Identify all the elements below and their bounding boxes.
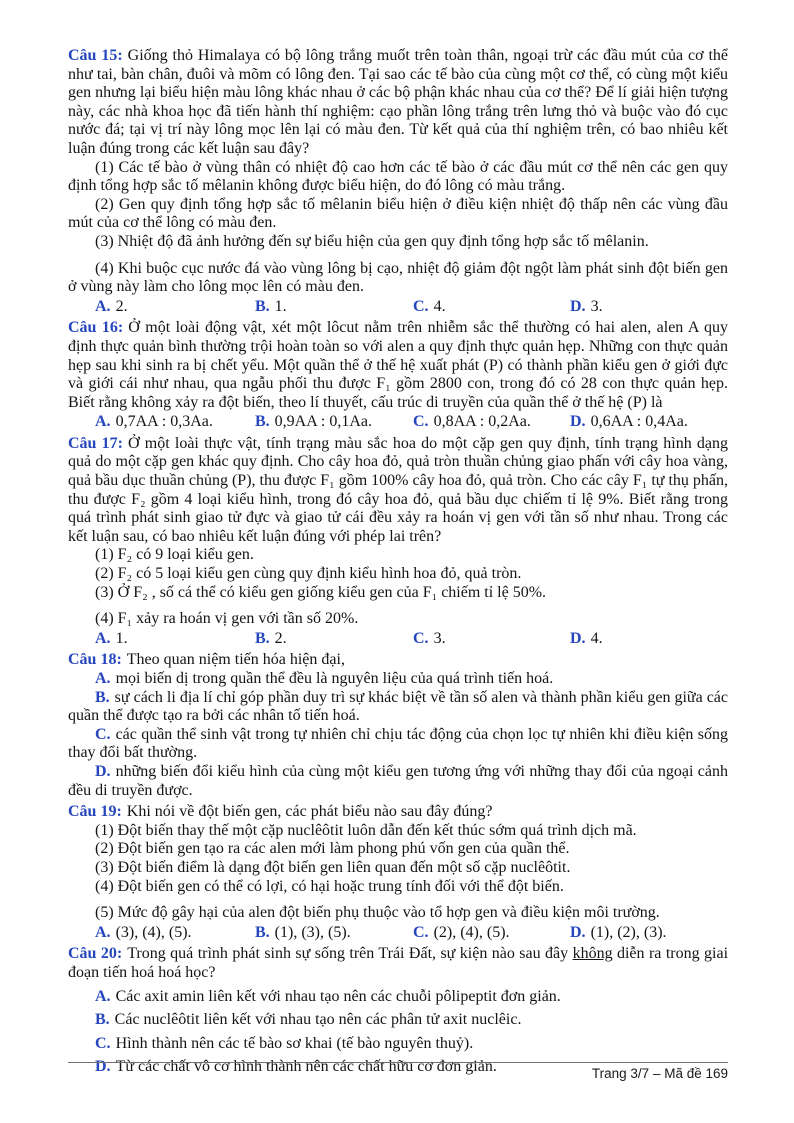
- option-c-letter: C.: [95, 1034, 111, 1052]
- statement-3: (3) Đột biến điểm là dạng đột biến gen liên quan đến một số cặp nuclêôtit.: [95, 858, 571, 876]
- question-17-options: [68, 630, 728, 649]
- option-c-text: (2), (4), (5).: [433, 923, 510, 941]
- statement-3: (3) Nhiệt độ đã ảnh hưởng đến sự biểu hiện của gen quy định tổng hợp sắc tố mêlanin.: [95, 232, 649, 250]
- option-a-letter: A.: [95, 413, 111, 431]
- option-d-letter: D.: [95, 762, 111, 780]
- option-b: [255, 413, 413, 432]
- option-d-text: những biến đổi kiểu hình của cùng một kiểu gen tương ứng với những thay đổi của ngoại cảnh đều di truyền được.: [68, 762, 728, 799]
- question-16-intro: [68, 319, 728, 412]
- option-b-text: 2.: [274, 629, 287, 647]
- option-b-letter: B.: [95, 688, 110, 706]
- statement-4: (4) Khi buộc cục nước đá vào vùng lông bị cạo, nhiệt độ giảm đột ngột làm phát sinh đột biến gen ở vùng này làm cho lông mọc lên có màu đen.: [68, 259, 728, 296]
- option-d-letter: D.: [570, 297, 586, 315]
- option-c-letter: C.: [413, 413, 429, 431]
- option-a: [68, 670, 728, 689]
- question-15-options: [68, 298, 728, 317]
- option-b-text: Các nuclêôtit liên kết với nhau tạo nên các phân tử axit nuclêic.: [114, 1011, 522, 1029]
- option-d-text: 3.: [590, 297, 603, 315]
- question-15-intro: [68, 47, 728, 159]
- option-b-text: (1), (3), (5).: [274, 923, 351, 941]
- option-c-text: các quần thể sinh vật trong tự nhiên chỉ chịu tác động của chọn lọc tự nhiên khi điều kiện sống thay đổi bất thường.: [68, 725, 728, 762]
- option-a: [95, 630, 255, 649]
- option-d-text: 4.: [590, 629, 603, 647]
- option-a-letter: A.: [95, 670, 111, 687]
- option-b: [255, 298, 413, 317]
- option-b-letter: B.: [255, 923, 270, 941]
- question-18-label: Câu 18:: [68, 651, 122, 669]
- option-b-letter: B.: [255, 297, 270, 315]
- page-content: [68, 44, 728, 1077]
- option-c-text: 3.: [433, 629, 446, 647]
- question-18-intro: [68, 651, 728, 670]
- option-c: [68, 1035, 728, 1054]
- option-d-text: 0,6AA : 0,4Aa.: [590, 413, 688, 431]
- statement-1: (1) Đột biến thay thế một cặp nuclêôtit luôn dẫn đến kết thúc sớm quá trình dịch mã.: [95, 821, 637, 839]
- option-c-text: Hình thành nên các tế bào sơ khai (tế bào nguyên thuỷ).: [115, 1034, 474, 1052]
- question-20-label: Câu 20:: [68, 945, 123, 963]
- option-b-text: 1.: [274, 297, 287, 315]
- option-c: [413, 413, 570, 432]
- option-a-letter: A.: [95, 629, 111, 647]
- question-20-intro: [68, 945, 728, 982]
- option-d: [570, 298, 728, 317]
- question-17-text: Ở một loài thực vật, tính trạng màu sắc hoa do một cặp gen quy định, tính trạng hình dạng quả do một cặp gen khác quy định. Cho cây hoa đỏ, quả tròn thuần chủng giao phấn với cây hoa vàng, quả bầu dục thuần chủng (P), thu được F₁ gồm 100% cây hoa đỏ, quả tròn. Cho các cây F₁ tự thụ phấn, thu được F₂ gồm 4 loại kiểu hình, trong đó cây hoa đỏ, quả bầu dục chiếm tỉ lệ 9%. Biết rằng trong quá trình phát sinh giao tử đực và giao tử cái đều xảy ra hoán vị gen với tần số như nhau. Trong các kết luận sau, có bao nhiêu kết luận đúng với phép lai trên?: [68, 434, 729, 545]
- question-19: [68, 803, 728, 942]
- statement-5: (5) Mức độ gây hại của alen đột biến phụ thuộc vào tổ hợp gen và điều kiện môi trường.: [95, 904, 660, 922]
- option-d: [570, 924, 728, 943]
- question-17-intro: [68, 435, 728, 547]
- statement-1: (1) F₂ có 9 loại kiểu gen.: [95, 546, 254, 564]
- option-d-letter: D.: [570, 413, 586, 431]
- option-b: [68, 1011, 728, 1030]
- question-16-label: Câu 16:: [68, 319, 124, 337]
- option-b: [255, 630, 413, 649]
- statement-2: (2) Gen quy định tổng hợp sắc tố mêlanin biểu hiện ở điều kiện nhiệt độ thấp nên các vùng đầu mút của cơ thể lông có màu đen.: [68, 195, 728, 232]
- question-20: [68, 945, 728, 1077]
- question-15-label: Câu 15:: [68, 47, 123, 64]
- statement-3: (3) Ở F₂ , số cá thể có kiểu gen giống kiểu gen của F₁ chiếm tỉ lệ 50%.: [95, 583, 547, 601]
- page-footer: [68, 1062, 728, 1084]
- option-c-letter: C.: [413, 923, 429, 941]
- option-a-text: Các axit amin liên kết với nhau tạo nên các chuỗi pôlipeptit đơn giản.: [115, 987, 561, 1005]
- option-c-text: 4.: [433, 297, 446, 315]
- option-a-text: 1.: [115, 629, 128, 647]
- option-d-text: Từ các chất vô cơ hình thành nên các chất hữu cơ đơn giản.: [115, 1058, 497, 1076]
- question-20-text-post: diễn ra trong giai đoạn tiến hoá hoá học?: [68, 945, 729, 981]
- statement-1: (1) Các tế bào ở vùng thân có nhiệt độ cao hơn các tế bào ở các đầu mút cơ thể nên các gen quy định tổng hợp sắc tố mêlanin không được biểu hiện, do đó lông có màu trắng.: [68, 158, 728, 195]
- option-b-text: 0,9AA : 0,1Aa.: [274, 413, 372, 431]
- question-19-intro: [68, 803, 728, 822]
- option-d: [68, 763, 728, 800]
- option-b-letter: B.: [95, 1011, 110, 1029]
- option-a-letter: A.: [95, 987, 111, 1005]
- question-18-text: Theo quan niệm tiến hóa hiện đại,: [126, 651, 345, 669]
- question-17: [68, 435, 728, 649]
- question-19-text: Khi nói về đột biến gen, các phát biểu nào sau đây đúng?: [126, 803, 493, 821]
- option-c: [413, 298, 570, 317]
- question-17-label: Câu 17:: [68, 434, 123, 452]
- question-18: [68, 651, 728, 800]
- option-d-letter: D.: [570, 923, 586, 941]
- option-c: [68, 726, 728, 763]
- option-d: [570, 413, 728, 432]
- option-d-letter: D.: [95, 1058, 111, 1076]
- option-b-text: sự cách li địa lí chỉ góp phần duy trì sự khác biệt về tần số alen và thành phần kiểu gen giữa các quần thể được tạo ra bởi các nhân tố tiến hoá.: [68, 688, 728, 725]
- option-a-text: 0,7AA : 0,3Aa.: [115, 413, 213, 431]
- page-footer-text: Trang 3/7 – Mã đề 169: [591, 1066, 728, 1081]
- option-c: [413, 924, 570, 943]
- option-c-text: 0,8AA : 0,2Aa.: [433, 413, 531, 431]
- option-c: [413, 630, 570, 649]
- question-19-label: Câu 19:: [68, 803, 122, 821]
- option-c-letter: C.: [413, 629, 429, 647]
- option-c-letter: C.: [95, 725, 111, 743]
- option-a-text: mọi biến dị trong quần thể đều là nguyên liệu của quá trình tiến hoá.: [115, 670, 554, 687]
- option-a: [68, 988, 728, 1007]
- option-d-text: (1), (2), (3).: [590, 923, 667, 941]
- question-16-options: [68, 413, 728, 432]
- question-15: [68, 47, 728, 316]
- question-15-text: Giống thỏ Himalaya có bộ lông trắng muốt trên toàn thân, ngoại trừ các đầu mút của cơ thể như tai, bàn chân, đuôi và mõm có lông đen. Tại sao các tế bào của cùng một cơ thể, có cùng một kiểu gen nhưng lại biểu hiện màu lông khác nhau ở các bộ phận khác nhau của cơ thể? Để lí giải hiện tượng này, các nhà khoa học đã tiến hành thí nghiệm: cạo phần lông trắng trên lưng thỏ và buộc vào đó cục nước đá; tại vị trí này lông mọc lên lại có màu đen. Từ kết quả của thí nghiệm trên, có bao nhiêu kết luận đúng trong các kết luận sau đây?: [68, 47, 729, 157]
- option-a-text: 2.: [115, 297, 128, 315]
- option-c-letter: C.: [413, 297, 429, 315]
- question-16-text: Ở một loài động vật, xét một lôcut nằm trên nhiễm sắc thể thường có hai alen, alen A quy định thực quản bình thường trội hoàn toàn so với alen a quy định thực quản hẹp. Những con thực quản hẹp sau khi sinh ra bị chết yểu. Một quần thể ở thế hệ xuất phát (P) có thành phần kiểu gen ở giới đực và giới cái như nhau, qua ngẫu phối thu được F₁ gồm 2800 con, trong đó có 28 con thực quản hẹp. Biết rằng không xảy ra đột biến, theo lí thuyết, cấu trúc di truyền của quần thể ở thế hệ (P) là: [68, 319, 729, 411]
- statement-4: (4) F₁ xảy ra hoán vị gen với tần số 20%.: [95, 610, 359, 628]
- statement-4: (4) Đột biến gen có thể có lợi, có hại hoặc trung tính đối với thể đột biến.: [95, 877, 564, 895]
- option-d-letter: D.: [570, 629, 586, 647]
- option-a: [95, 924, 255, 943]
- option-b: [255, 924, 413, 943]
- option-a: [95, 413, 255, 432]
- option-a: [95, 298, 255, 317]
- option-b: [68, 689, 728, 726]
- option-b-letter: B.: [255, 413, 270, 431]
- question-20-text-pre: Trong quá trình phát sinh sự sống trên Trái Đất, sự kiện nào sau đây: [127, 945, 573, 963]
- option-a-letter: A.: [95, 923, 111, 941]
- option-d: [570, 630, 728, 649]
- question-20-text-underlined: không: [572, 945, 613, 963]
- option-a-letter: A.: [95, 297, 111, 315]
- question-16: [68, 319, 728, 432]
- statement-2: (2) F₂ có 5 loại kiểu gen cùng quy định kiểu hình hoa đỏ, quả tròn.: [95, 565, 522, 583]
- question-19-options: [68, 924, 728, 943]
- option-b-letter: B.: [255, 629, 270, 647]
- option-a-text: (3), (4), (5).: [115, 923, 192, 941]
- statement-2: (2) Đột biến gen tạo ra các alen mới làm phong phú vốn gen của quần thể.: [95, 840, 570, 858]
